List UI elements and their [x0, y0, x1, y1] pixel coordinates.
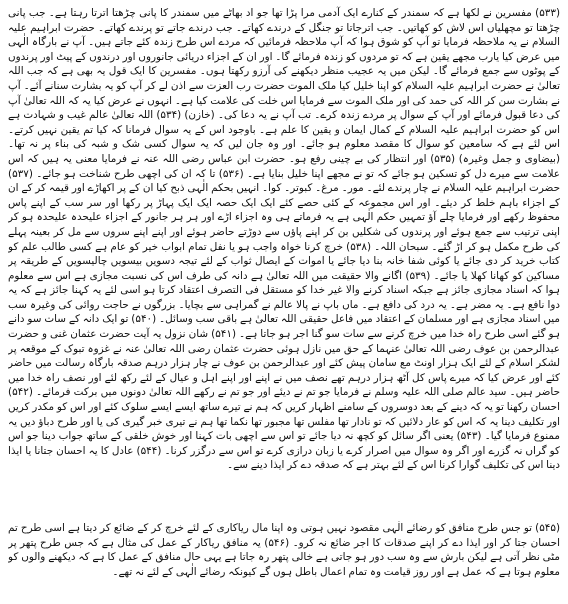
commentary-paragraph: (۵۴۵) تو جس طرح منافق کو رضائے الٰہی مقصود نہیں ہوتی وہ اپنا مال ریاکاری کے لئے خرچ کر کے ضائع کر دیتا ہے اسی طرح تم احسان جتا کر اور ایذا دے کر اپنے صدقات کا اجر ضائع نہ کرو۔ (۵۴۶) یہ منافق ریاکار کے عمل کی مثال ہے کہ جس طرح پتھر پر مٹی نظر آتی ہے لیکن بارش سے وہ سب دور ہو جاتی ہے خالی پتھر رہ جاتا ہے یہی حال منافق کے عمل کا ہے کہ دیکھنے والوں کو معلوم ہوتا ہے کہ عمل ہے اور روز قیامت وہ تمام اعمال باطل ہوں گے کیونکہ رضائے الٰہی کے لئے نہ تھے۔ — [8, 522, 560, 578]
commentary-paragraph: (۵۳۳) مفسرین نے لکھا ہے کہ سمندر کے کنارے ایک آدمی مرا پڑا تھا جو اد بھاٹے میں سمندر کا پانی چڑھتا اترتا رہتا ہے۔ جب پانی چڑھتا تو مچھلیاں اس لاش کو کھاتیں۔ جب اترجاتا تو جنگل کے درندے کھاتے۔ جب درندے جاتے تو پرندے کھاتے۔ حضرت ابراہیم علیہ السلام نے یہ ملاحظہ فرمایا تو آپ کو شوق ہوا کہ آپ ملاحظہ فرمائیں کہ مردے اس طرح زندہ کئے جاتے ہیں۔ آپ نے بارگاہ الٰہی میں عرض کیا یارب مجھے یقین ہے کہ تو مردوں کو زندہ فرمائے گا۔ اور ان کے اجزاء دریائی جانوروں اور درندوں کے پیٹ اور پرندوں کے پوٹوں سے جمع فرمائے گا۔ لیکن میں یہ عجیب منظر دیکھنے کی آرزو رکھتا ہوں۔ مفسرین کا ایک قول یہ بھی ہے کہ جب اللہ تعالیٰ نے حضرت ابراہیم علیہ السلام کو اپنا خلیل کیا ملک الموت حضرت رب العزت سے اذن لے کر آپ کو یہ بشارت سنانے آئے۔ آپ نے بشارت سن کر اللہ کی حمد کی اور ملک الموت سے فرمایا اس خلت کی علامت کیا ہے۔ انہوں نے عرض کیا یہ کہ اللہ تعالیٰ آپ کی دعا قبول فرمائے اور آپ کے سوال پر مردے زندہ کرے۔ تب آپ نے یہ دعا کی۔ (خازن) (۵۳۴) اللہ تعالیٰ عالم غیب و شہادت ہے اس کو حضرت ابراہیم علیہ السلام کے کمال ایمان و یقین کا علم ہے۔ باوجود اس کے یہ سوال فرمانا کہ کیا تم یقین نہیں کرتے۔ اس لئے ہے کہ سامعین کو سوال کا مقصد معلوم ہو جائے۔ اور وہ جان لیں کہ یہ سوال کسی شک و شبہ کی بناء پر نہ تھا۔ (بیضاوی و جمل وغیرہ) (۵۳۵) اور انتظار کی بے چینی رفع ہو۔ حضرت ابن عباس رضی اللہ عنہ نے فرمایا معنی یہ ہیں کہ اس علامت سے میرے دل کو تسکین ہو جائے کہ تو نے مجھے اپنا خلیل بنایا ہے۔ (۵۳۶) تا کہ ان کی اچھی طرح شناخت ہو جائے۔ (۵۳۷) حضرت ابراہیم علیہ السلام نے چار پرندے لئے۔ مور۔ مرغ۔ کبوتر۔ کوا۔ انہیں بحکم الٰہی ذبح کیا ان کے پر اکھاڑے اور قیمہ کر کے ان کے اجزاء باہم خلط کر دیئے۔ اور اس مجموعہ کے کئی حصے کئے ایک ایک حصہ ایک ایک پہاڑ پر رکھا اور سر سب کے اپنے پاس محفوظ رکھے اور فرمایا چلے آؤ تمہیں حکم الٰہی ہے یہ فرماتے ہی وہ اجزاء اڑے اور ہر ہر جانور کے اجزاء علیحدہ علیحدہ ہو کر اپنی ترتیب سے جمع ہوئے اور پرندوں کی شکلیں بن کر اپنے پاؤں سے دوڑتے حاضر ہوئے اور اپنے اپنے سروں سے مل کر بعینہ پہلے کی طرح مکمل ہو کر اڑ گئے۔ سبحان اللہ۔ (۵۳۸) خرچ کرنا خواہ واجب ہو یا نفل تمام ابواب خیر کو عام ہے کسی طالب علم کو کتاب خرید کر دی جائے یا کوئی شفا خانہ بنا دیا جائے یا اموات کے ایصال ثواب کے لئے تیجہ دسویں بیسویں چالیسویں کے طریقہ پر مساکین کو کھانا کھلا یا جائے۔ (۵۳۹) اگانے والا حقیقت میں اللہ تعالیٰ ہے دانہ کی طرف اس کی نسبت مجازی ہے اس سے معلوم ہوا کہ اسناد مجازی جائز ہے جبکہ اسناد کرنے والا غیر خدا کو مستقل فی التصرف اعتقاد کرتا ہو اسی لئے یہ کہنا جائز ہے کہ یہ دوا نافع ہے۔ یہ مضر ہے۔ یہ درد کی دافع ہے۔ ماں باپ نے پالا عالم نے گمراہی سے بچایا۔ بزرگوں نے حاجت روائی کی وغیرہ سب میں اسناد مجازی ہے اور مسلمان کے اعتقاد میں فاعل حقیقی اللہ تعالیٰ ہے باقی سب وسائل۔ (۵۴۰) تو ایک دانہ کے سات سو دانے ہو گئے اسی طرح راہ خدا میں خرچ کرنے سے سات سو گنا اجر ہو جاتا ہے۔ (۵۴۱) شان نزول یہ آیت حضرت عثمان غنی و حضرت عبدالرحمن بن عوف رضی اللہ تعالیٰ عنہما کے حق میں نازل ہوئی حضرت عثمان رضی اللہ تعالیٰ عنہ نے غزوہ تبوک کے موقعہ پر لشکر اسلام کے لئے ایک ہزار اونٹ مع سامان پیش کئے اور عبدالرحمن بن عوف نے چار ہزار درہم صدقہ بارگاہ رسالت میں حاضر کئے اور عرض کیا کہ میرے پاس کل آٹھ ہزار درہم تھے نصف میں نے اپنے اور اپنے اہل و عیال کے لئے رکھ لئے اور نصف راہ خدا میں حاضر ہیں۔ سید عالم صلی اللہ علیہ وسلم نے فرمایا جو تم نے دیئے اور جو تم نے رکھے اللہ تعالیٰ دونوں میں برکت فرمائے۔ (۵۴۲) احسان رکھنا تو یہ کہ دینے کے بعد دوسروں کے سامنے اظہار کریں کہ ہم نے تیرے ساتھ ایسے ایسے سلوک کئے اور اس کو مکدر کریں اور تکلیف دینا یہ کہ اس کو عار دلائیں کہ تو نادار تھا مفلس تھا مجبور تھا نکما تھا ہم نے تیری خبر گیری کی یا اور طرح دباؤ دیں یہ ممنوع فرمایا گیا۔ (۵۴۳) یعنی اگر سائل کو کچھ نہ دیا جائے تو اس سے اچھی بات کہنا اور خوش خلقی کے ساتھ جواب دینا جو اس کو گراں نہ گزرے اور اگر وہ سوال میں اصرار کرے یا زبان درازی کرے تو اس سے درگزر کرنا۔ (۵۴۴) عادل کا یہ احسان جتانا یا ایذا دینا اس کی تکلیف گوارا کرنا اس کے لئے بہتر ہے کہ صدقہ دے کر ایذا دینے سے۔ — [8, 7, 560, 472]
